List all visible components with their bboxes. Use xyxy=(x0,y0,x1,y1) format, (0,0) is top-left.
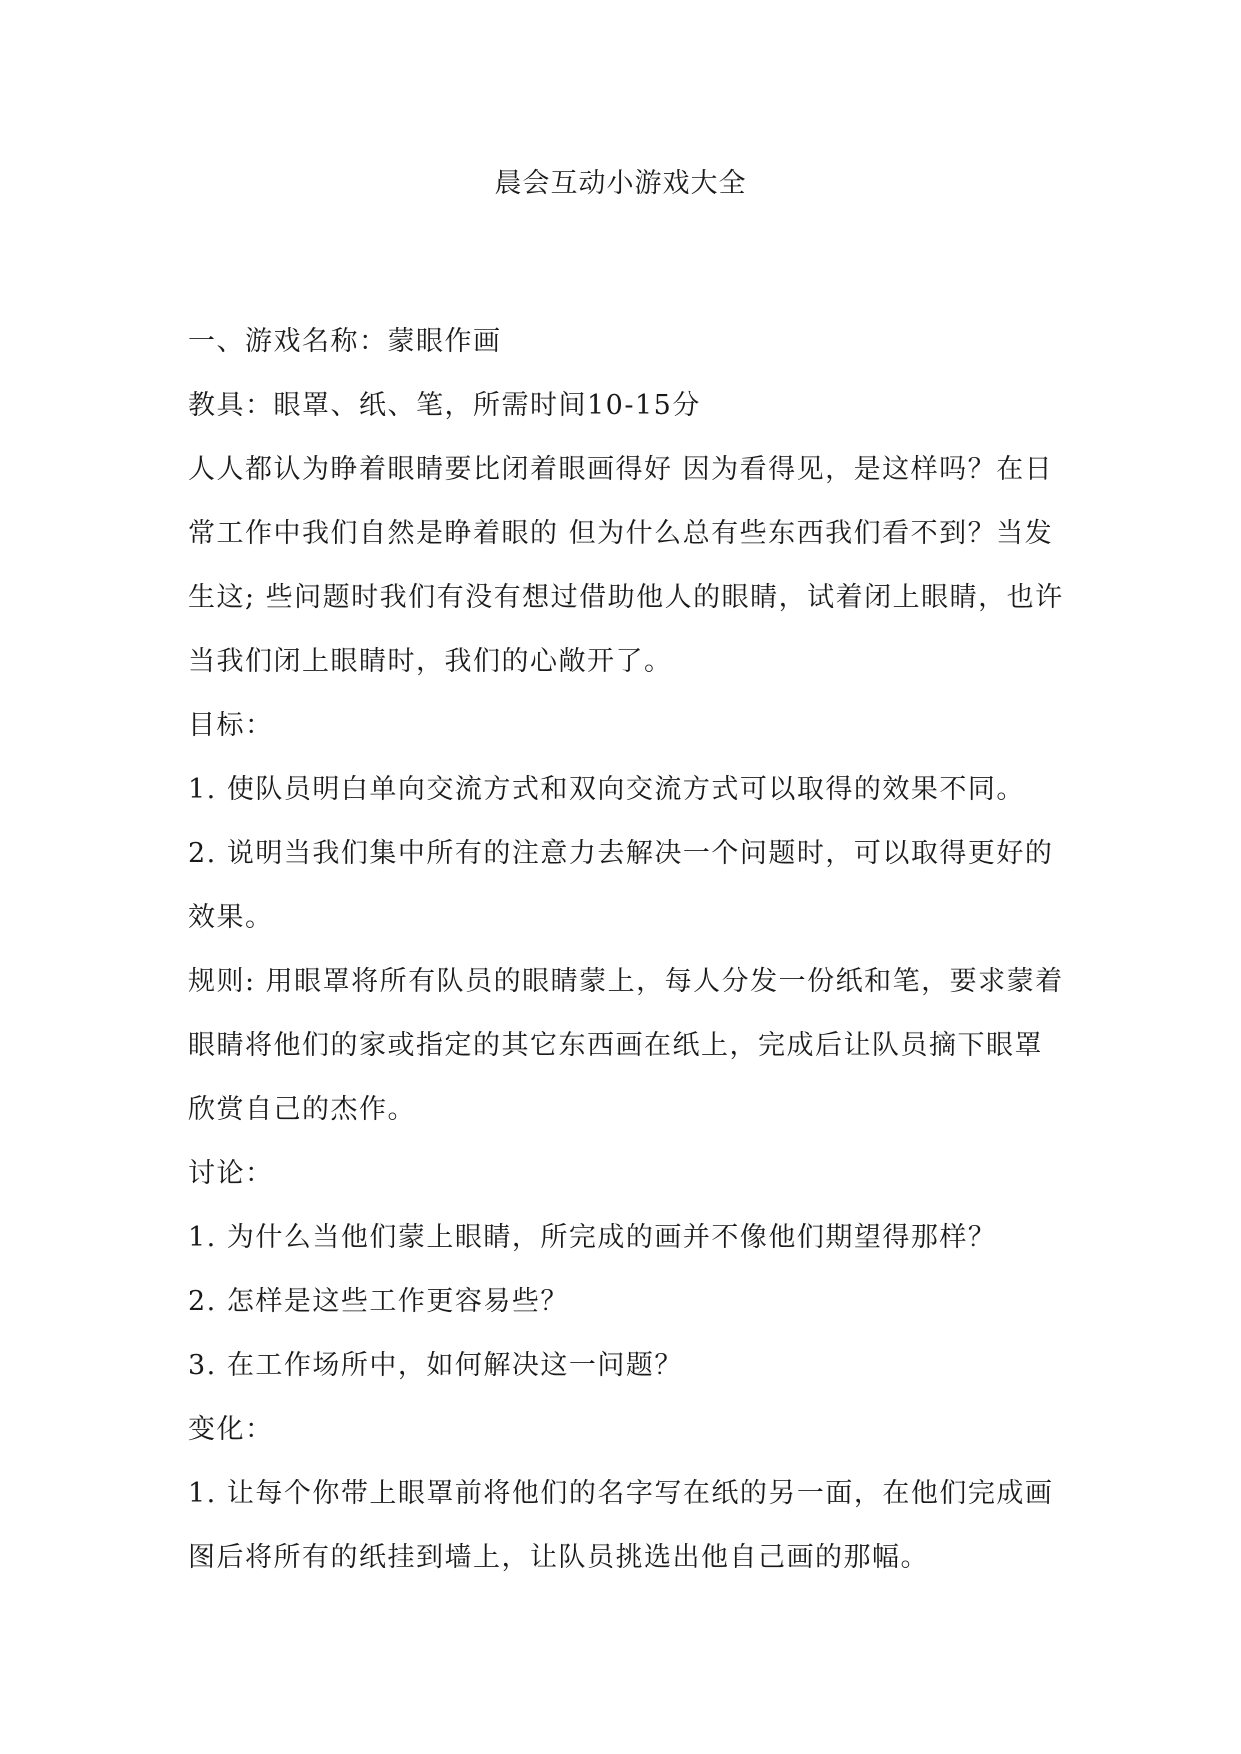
document-title: 晨会互动小游戏大全 xyxy=(494,168,747,199)
goal-item-continuation: 效果。 xyxy=(188,902,274,933)
rules-paragraph-line: 规则: 用眼罩将所有队员的眼睛蒙上，每人分发一份纸和笔，要求蒙着 xyxy=(188,966,1064,997)
rules-paragraph-line: 眼睛将他们的家或指定的其它东西画在纸上，完成后让队员摘下眼罩 xyxy=(188,1030,1043,1061)
materials-line: 教具：眼罩、纸、笔，所需时间10-15分 xyxy=(188,390,701,421)
discussion-item: 2. 怎样是这些工作更容易些？ xyxy=(188,1286,569,1317)
goal-item: 2. 说明当我们集中所有的注意力去解决一个问题时，可以取得更好的 xyxy=(188,838,1054,869)
document-body xyxy=(188,317,1088,1597)
discussion-heading: 讨论： xyxy=(188,1158,274,1189)
discussion-item: 3. 在工作场所中，如何解决这一问题？ xyxy=(188,1350,683,1381)
rules-paragraph-line: 欣赏自己的杰作。 xyxy=(188,1094,416,1125)
variation-heading: 变化： xyxy=(188,1414,274,1445)
intro-paragraph-line: 生这; 些问题时我们有没有想过借助他人的眼睛，试着闭上眼睛，也许 xyxy=(188,582,1064,613)
discussion-item: 1. 为什么当他们蒙上眼睛，所完成的画并不像他们期望得那样？ xyxy=(188,1222,997,1253)
goals-heading: 目标： xyxy=(188,710,274,741)
section-heading-game-name: 一、游戏名称：蒙眼作画 xyxy=(188,326,502,357)
variation-item: 1. 让每个你带上眼罩前将他们的名字写在纸的另一面，在他们完成画 xyxy=(188,1478,1054,1509)
intro-paragraph-line: 人人都认为睁着眼睛要比闭着眼画得好 因为看得见，是这样吗？在日 xyxy=(188,454,1054,485)
intro-paragraph-line: 常工作中我们自然是睁着眼的 但为什么总有些东西我们看不到？当发 xyxy=(188,518,1054,549)
goal-item: 1. 使队员明白单向交流方式和双向交流方式可以取得的效果不同。 xyxy=(188,774,1025,805)
intro-paragraph-line: 当我们闭上眼睛时，我们的心敞开了。 xyxy=(188,646,673,677)
variation-item-continuation: 图后将所有的纸挂到墙上，让队员挑选出他自己画的那幅。 xyxy=(188,1542,929,1573)
